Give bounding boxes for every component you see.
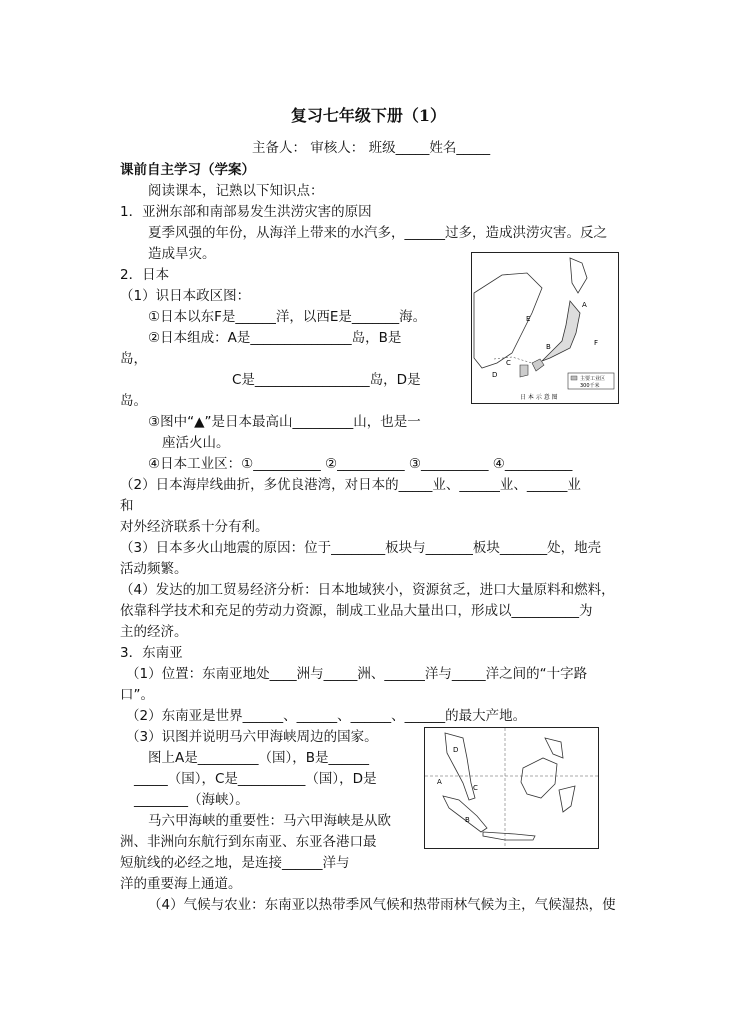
line-17: （3）日本多火山地震的原因：位于________板块与_______板块_______处，地壳 bbox=[120, 540, 602, 556]
line-4: 2．日本 bbox=[120, 267, 170, 283]
line-28: _____（国），C是__________（国），D是 bbox=[134, 771, 377, 787]
line-33: 洋的重要海上通道。 bbox=[120, 876, 242, 892]
japan-label-b: B bbox=[546, 343, 551, 351]
japan-scale: 300千米 bbox=[580, 383, 600, 389]
japan-map bbox=[471, 252, 619, 404]
line-0: 阅读课本，记熟以下知识点： bbox=[148, 183, 324, 199]
line-26: （3）识图并说明马六甲海峡周边的国家。 bbox=[126, 729, 378, 745]
sea-label-a: A bbox=[437, 778, 442, 786]
line-1: 1．亚洲东部和南部易发生洪涝灾害的原因 bbox=[120, 204, 372, 220]
sea-label-d: D bbox=[453, 746, 459, 754]
southeast-asia-map bbox=[424, 727, 599, 849]
line-29: ________（海峡）。 bbox=[134, 792, 249, 808]
japan-label-e: E bbox=[526, 315, 531, 323]
line-11: ③图中“▲”是日本最高山_________山，也是一 bbox=[148, 414, 421, 430]
japan-legend: 主要工业区 bbox=[580, 376, 606, 382]
line-24: 口”。 bbox=[120, 687, 154, 703]
japan-label-f: F bbox=[594, 339, 599, 347]
line-8: 岛， bbox=[120, 351, 147, 367]
line-23: （1）位置：东南亚地处____洲与_____洲、______洋与_____洋之间的“十字路 bbox=[126, 666, 588, 682]
line-19: （4）发达的加工贸易经济分析：日本地域狭小，资源贫乏，进口大量原料和燃料， bbox=[120, 582, 615, 598]
sea-map-drawing bbox=[425, 728, 598, 848]
line-6: ①日本以东F是______洋，以西E是_______海。 bbox=[148, 309, 427, 325]
sea-label-b: B bbox=[465, 816, 470, 824]
line-32: 短航线的必经之地，是连接______洋与 bbox=[120, 855, 350, 871]
line-2: 夏季风强的年份，从海洋上带来的水汽多，______过多，造成洪涝灾害。反之 bbox=[148, 225, 607, 241]
line-27: 图上A是_________（国），B是______ bbox=[148, 750, 369, 766]
line-3: 造成旱灾。 bbox=[148, 246, 216, 262]
sea-label-c: C bbox=[473, 784, 478, 792]
line-31: 洲、非洲向东航行到东南亚、东亚各港口最 bbox=[120, 834, 377, 850]
line-25: （2）东南亚是世界______、______、______、______的最大产地。 bbox=[126, 708, 527, 724]
line-22: 3．东南亚 bbox=[120, 645, 183, 661]
line-21: 主的经济。 bbox=[120, 624, 188, 640]
header-info: 主备人： 审核人： 班级_____姓名_____ bbox=[252, 140, 491, 156]
page-title: 复习七年级下册（1） bbox=[290, 106, 447, 125]
line-7: ②日本组成：A是_______________岛，B是 bbox=[148, 330, 402, 346]
line-12: 座活火山。 bbox=[162, 435, 230, 451]
japan-caption: 日 本 示 意 图 bbox=[520, 394, 558, 401]
section-heading: 课前自主学习（学案） bbox=[120, 162, 255, 178]
line-14: （2）日本海岸线曲折，多优良港湾，对日本的_____业、______业、______业 bbox=[120, 477, 581, 493]
line-18: 活动频繁。 bbox=[120, 561, 188, 577]
line-10: 岛。 bbox=[120, 393, 147, 409]
japan-label-a: A bbox=[582, 301, 587, 309]
line-30: 马六甲海峡的重要性：马六甲海峡是从欧 bbox=[148, 813, 391, 829]
line-20: 依靠科学技术和充足的劳动力资源，制成工业品大量出口，形成以__________为 bbox=[120, 603, 593, 619]
japan-label-d: D bbox=[492, 371, 498, 379]
line-13: ④日本工业区：①__________ ②__________ ③__________ ④__________ bbox=[148, 456, 573, 472]
japan-map-drawing bbox=[472, 253, 618, 403]
japan-label-c: C bbox=[506, 359, 511, 367]
line-9: C是_________________岛，D是 bbox=[232, 372, 421, 388]
line-15: 和 bbox=[120, 498, 134, 514]
line-34: （4）气候与农业：东南亚以热带季风气候和热带雨林气候为主，气候湿热，使 bbox=[148, 897, 616, 913]
line-5: （1）识日本政区图： bbox=[120, 288, 251, 304]
line-16: 对外经济联系十分有利。 bbox=[120, 519, 269, 535]
